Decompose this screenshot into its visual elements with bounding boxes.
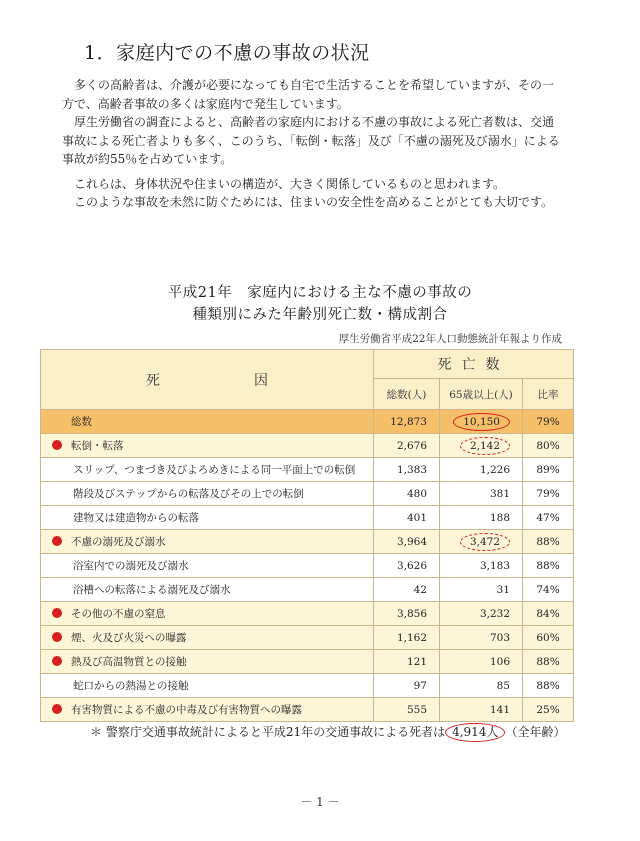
total-cell: 3,856 <box>374 602 440 626</box>
header-total: 総数(人) <box>374 379 440 410</box>
cause-cell: 浴室内での溺死及び溺水 <box>41 554 374 578</box>
ratio-cell: 84% <box>523 602 574 626</box>
table-row <box>41 482 574 506</box>
total-cell: 97 <box>374 674 440 698</box>
header-ratio: 比率 <box>523 379 574 410</box>
cause-cell: 蛇口からの熱湯との接触 <box>41 674 374 698</box>
intro-paragraph-3: これらは、身体状況や住まいの構造が、大きく関係しているものと思われます。 <box>74 176 506 191</box>
ratio-cell: 47% <box>523 506 574 530</box>
over65-cell <box>440 410 523 434</box>
intro-paragraph-2: 厚生労働省の調査によると、高齢者の家庭内における不慮の事故による死亡者数は、交通事故による死亡者よりも多く、このうち、「転倒・転落」及び「不慮の溺死及び溺水」による事故が約55％を占めています。 <box>62 115 560 166</box>
header-cause: 死 因 <box>41 350 374 410</box>
total-cell: 3,964 <box>374 530 440 554</box>
table-row <box>41 506 574 530</box>
footnote-text: ＊ 警察庁交通事故統計によると平成21年の交通事故による死者は <box>90 725 446 739</box>
red-bullet-icon <box>52 608 62 618</box>
total-cell: 555 <box>374 698 440 722</box>
red-bullet-icon <box>52 536 62 546</box>
total-cell: 121 <box>374 650 440 674</box>
ratio-cell: 88% <box>523 650 574 674</box>
table-row <box>41 554 574 578</box>
over65-cell: 3,183 <box>440 554 523 578</box>
ratio-cell: 80% <box>523 434 574 458</box>
total-cell: 1,383 <box>374 458 440 482</box>
header-65plus: 65歳以上(人) <box>440 379 523 410</box>
table-row <box>41 674 574 698</box>
over65-cell <box>440 434 523 458</box>
table-title-line1: 平成21年 家庭内における主な不慮の事故の <box>167 285 473 301</box>
ratio-cell: 89% <box>523 458 574 482</box>
over65-cell: 188 <box>440 506 523 530</box>
cause-cell: 煙、火及び火災への曝露 <box>41 626 374 650</box>
total-cell: 2,676 <box>374 434 440 458</box>
ratio-cell: 74% <box>523 578 574 602</box>
table-row-total <box>41 410 574 434</box>
circled-value: 4,914人 <box>445 723 505 742</box>
table-row <box>41 434 574 458</box>
over65-cell <box>440 530 523 554</box>
over65-cell: 85 <box>440 674 523 698</box>
total-cell: 1,162 <box>374 626 440 650</box>
cause-cell: 有害物質による不慮の中毒及び有害物質への曝露 <box>41 698 374 722</box>
ratio-cell: 79% <box>523 410 574 434</box>
cause-cell: 総数 <box>41 410 374 434</box>
ratio-cell: 88% <box>523 674 574 698</box>
cause-cell: 不慮の溺死及び溺水 <box>41 530 374 554</box>
total-cell: 42 <box>374 578 440 602</box>
ratio-cell: 25% <box>523 698 574 722</box>
page-heading: 1．家庭内での不慮の事故の状況 <box>84 42 370 64</box>
footnote <box>90 723 565 742</box>
table-row <box>41 626 574 650</box>
total-cell: 3,626 <box>374 554 440 578</box>
ratio-cell: 79% <box>523 482 574 506</box>
intro-paragraph-4: このような事故を未然に防ぐためには、住まいの安全性を高めることがとても大切です。 <box>74 195 554 209</box>
over65-cell: 1,226 <box>440 458 523 482</box>
intro-text <box>62 76 562 212</box>
table-row <box>41 698 574 722</box>
cause-cell: 熱及び高温物質との接触 <box>41 650 374 674</box>
circled-value: 10,150 <box>453 413 510 431</box>
death-statistics-table <box>40 349 574 722</box>
header-deaths: 死亡数 <box>374 350 574 379</box>
source-note: 厚生労働省平成22年人口動態統計年報より作成 <box>338 333 562 345</box>
over65-cell: 141 <box>440 698 523 722</box>
total-cell: 480 <box>374 482 440 506</box>
page-number: － 1 － <box>300 795 340 809</box>
total-cell: 12,873 <box>374 410 440 434</box>
table-row <box>41 602 574 626</box>
over65-cell: 31 <box>440 578 523 602</box>
over65-cell: 106 <box>440 650 523 674</box>
table-row <box>41 650 574 674</box>
ratio-cell: 88% <box>523 530 574 554</box>
intro-paragraph-1: 多くの高齢者は、介護が必要になっても自宅で生活することを希望していますが、その一方で、高齢者事故の多くは家庭内で発生しています。 <box>62 78 555 111</box>
cause-cell: 転倒・転落 <box>41 434 374 458</box>
red-bullet-icon <box>52 704 62 714</box>
ratio-cell: 60% <box>523 626 574 650</box>
dashed-circled-value: 2,142 <box>460 437 510 455</box>
red-bullet-icon <box>52 656 62 666</box>
over65-cell: 3,232 <box>440 602 523 626</box>
red-bullet-icon <box>52 440 62 450</box>
table-title-line2: 種類別にみた年齢別死亡数・構成割合 <box>192 307 448 323</box>
table-row <box>41 458 574 482</box>
footnote-suffix: （全年齢） <box>505 725 566 739</box>
table-row <box>41 530 574 554</box>
table-row <box>41 578 574 602</box>
cause-cell: 浴槽への転落による溺死及び溺水 <box>41 578 374 602</box>
dashed-circled-value: 3,472 <box>460 533 510 551</box>
cause-cell: 階段及びステップからの転落及びその上での転倒 <box>41 482 374 506</box>
over65-cell: 703 <box>440 626 523 650</box>
cause-cell: 建物又は建造物からの転落 <box>41 506 374 530</box>
red-bullet-icon <box>52 632 62 642</box>
over65-cell: 381 <box>440 482 523 506</box>
ratio-cell: 88% <box>523 554 574 578</box>
cause-cell: その他の不慮の窒息 <box>41 602 374 626</box>
total-cell: 401 <box>374 506 440 530</box>
cause-cell: スリップ、つまづき及びよろめきによる同一平面上での転倒 <box>41 458 374 482</box>
